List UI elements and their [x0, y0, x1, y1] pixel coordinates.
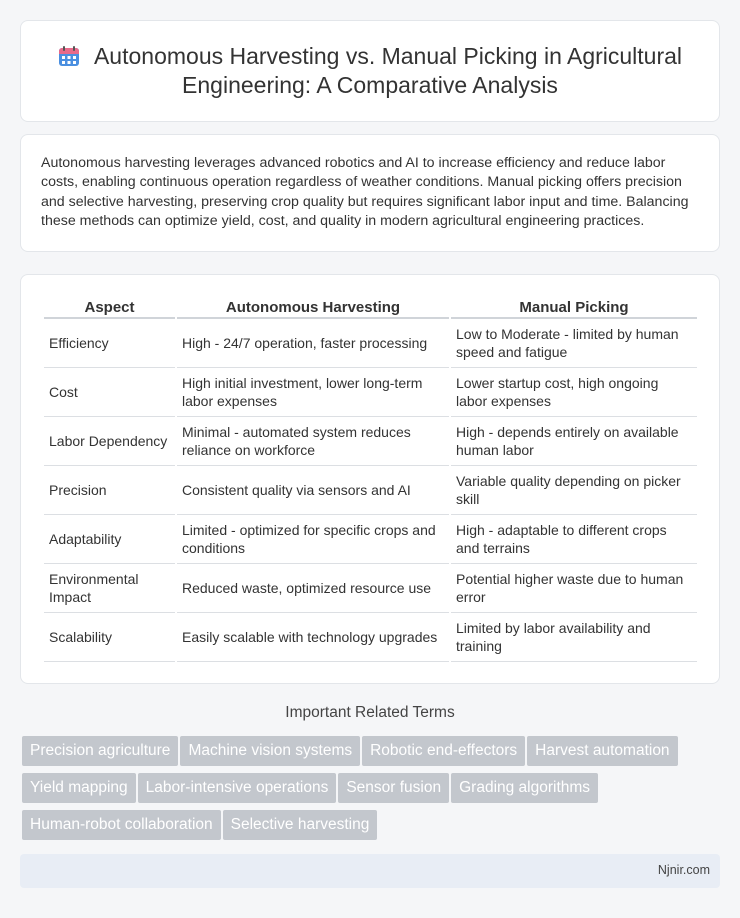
- table-row: [44, 417, 697, 466]
- cell-aspect: Precision: [44, 466, 175, 515]
- table-row: [44, 515, 697, 564]
- title-card: [20, 20, 720, 122]
- summary-card: [20, 134, 720, 252]
- table-row: [44, 368, 697, 417]
- footer-site-link[interactable]: Njnir.com: [657, 863, 710, 877]
- cell-aspect: Adaptability: [44, 515, 175, 564]
- cell-autonomous: Reduced waste, optimized resource use: [177, 564, 449, 613]
- related-term-tag[interactable]: Selective harvesting: [223, 810, 378, 840]
- calendar-icon: [58, 45, 80, 67]
- cell-aspect: Cost: [44, 368, 175, 417]
- table-row: [44, 319, 697, 368]
- page-title-text: Autonomous Harvesting vs. Manual Picking in Agricultural Engineering: A Comparative Analysis: [93, 43, 683, 98]
- cell-autonomous: Easily scalable with technology upgrades: [177, 613, 449, 662]
- header-autonomous: Autonomous Harvesting: [177, 293, 449, 319]
- related-term-tag[interactable]: Robotic end-effectors: [362, 736, 525, 766]
- cell-manual: Variable quality depending on picker skill: [451, 466, 697, 515]
- related-term-tag[interactable]: Human-robot collaboration: [22, 810, 221, 840]
- table-row: [44, 564, 697, 613]
- related-term-tag[interactable]: Yield mapping: [22, 773, 136, 803]
- related-term-tag[interactable]: Precision agriculture: [22, 736, 178, 766]
- comparison-table: [42, 293, 699, 662]
- cell-autonomous: High - 24/7 operation, faster processing: [177, 319, 449, 368]
- cell-autonomous: Limited - optimized for specific crops and conditions: [177, 515, 449, 564]
- cell-manual: High - depends entirely on available human labor: [451, 417, 697, 466]
- cell-autonomous: Minimal - automated system reduces reliance on workforce: [177, 417, 449, 466]
- header-aspect: Aspect: [44, 293, 175, 319]
- related-term-tag[interactable]: Sensor fusion: [338, 773, 449, 803]
- related-terms-heading: Important Related Terms: [285, 704, 455, 721]
- related-term-tag[interactable]: Labor-intensive operations: [138, 773, 337, 803]
- cell-autonomous: Consistent quality via sensors and AI: [177, 466, 449, 515]
- cell-aspect: Scalability: [44, 613, 175, 662]
- cell-autonomous: High initial investment, lower long-term labor expenses: [177, 368, 449, 417]
- title-wrap: [21, 42, 719, 100]
- comparison-table-card: [20, 274, 720, 684]
- related-term-tag[interactable]: Grading algorithms: [451, 773, 598, 803]
- cell-aspect: Labor Dependency: [44, 417, 175, 466]
- page-title: [41, 42, 699, 100]
- cell-manual: Limited by labor availability and training: [451, 613, 697, 662]
- table-row: [44, 613, 697, 662]
- summary-paragraph: Autonomous harvesting leverages advanced robotics and AI to increase efficiency and reduce labor costs, enabling continuous operation regardless of weather conditions. Manual picking offers precision and selective harvesting, preserving crop quality but requires significant labor input and time. Balancing these methods can optimize yield, cost, and quality in modern agricultural engineering practices.: [41, 155, 689, 229]
- related-terms-list: [22, 736, 722, 847]
- cell-manual: High - adaptable to different crops and terrains: [451, 515, 697, 564]
- related-term-tag[interactable]: Machine vision systems: [180, 736, 360, 766]
- footer: [20, 854, 720, 888]
- cell-manual: Low to Moderate - limited by human speed and fatigue: [451, 319, 697, 368]
- cell-manual: Potential higher waste due to human error: [451, 564, 697, 613]
- table-header-row: [44, 293, 697, 319]
- cell-manual: Lower startup cost, high ongoing labor expenses: [451, 368, 697, 417]
- related-term-tag[interactable]: Harvest automation: [527, 736, 677, 766]
- header-manual: Manual Picking: [451, 293, 697, 319]
- cell-aspect: Environmental Impact: [44, 564, 175, 613]
- cell-aspect: Efficiency: [44, 319, 175, 368]
- table-row: [44, 466, 697, 515]
